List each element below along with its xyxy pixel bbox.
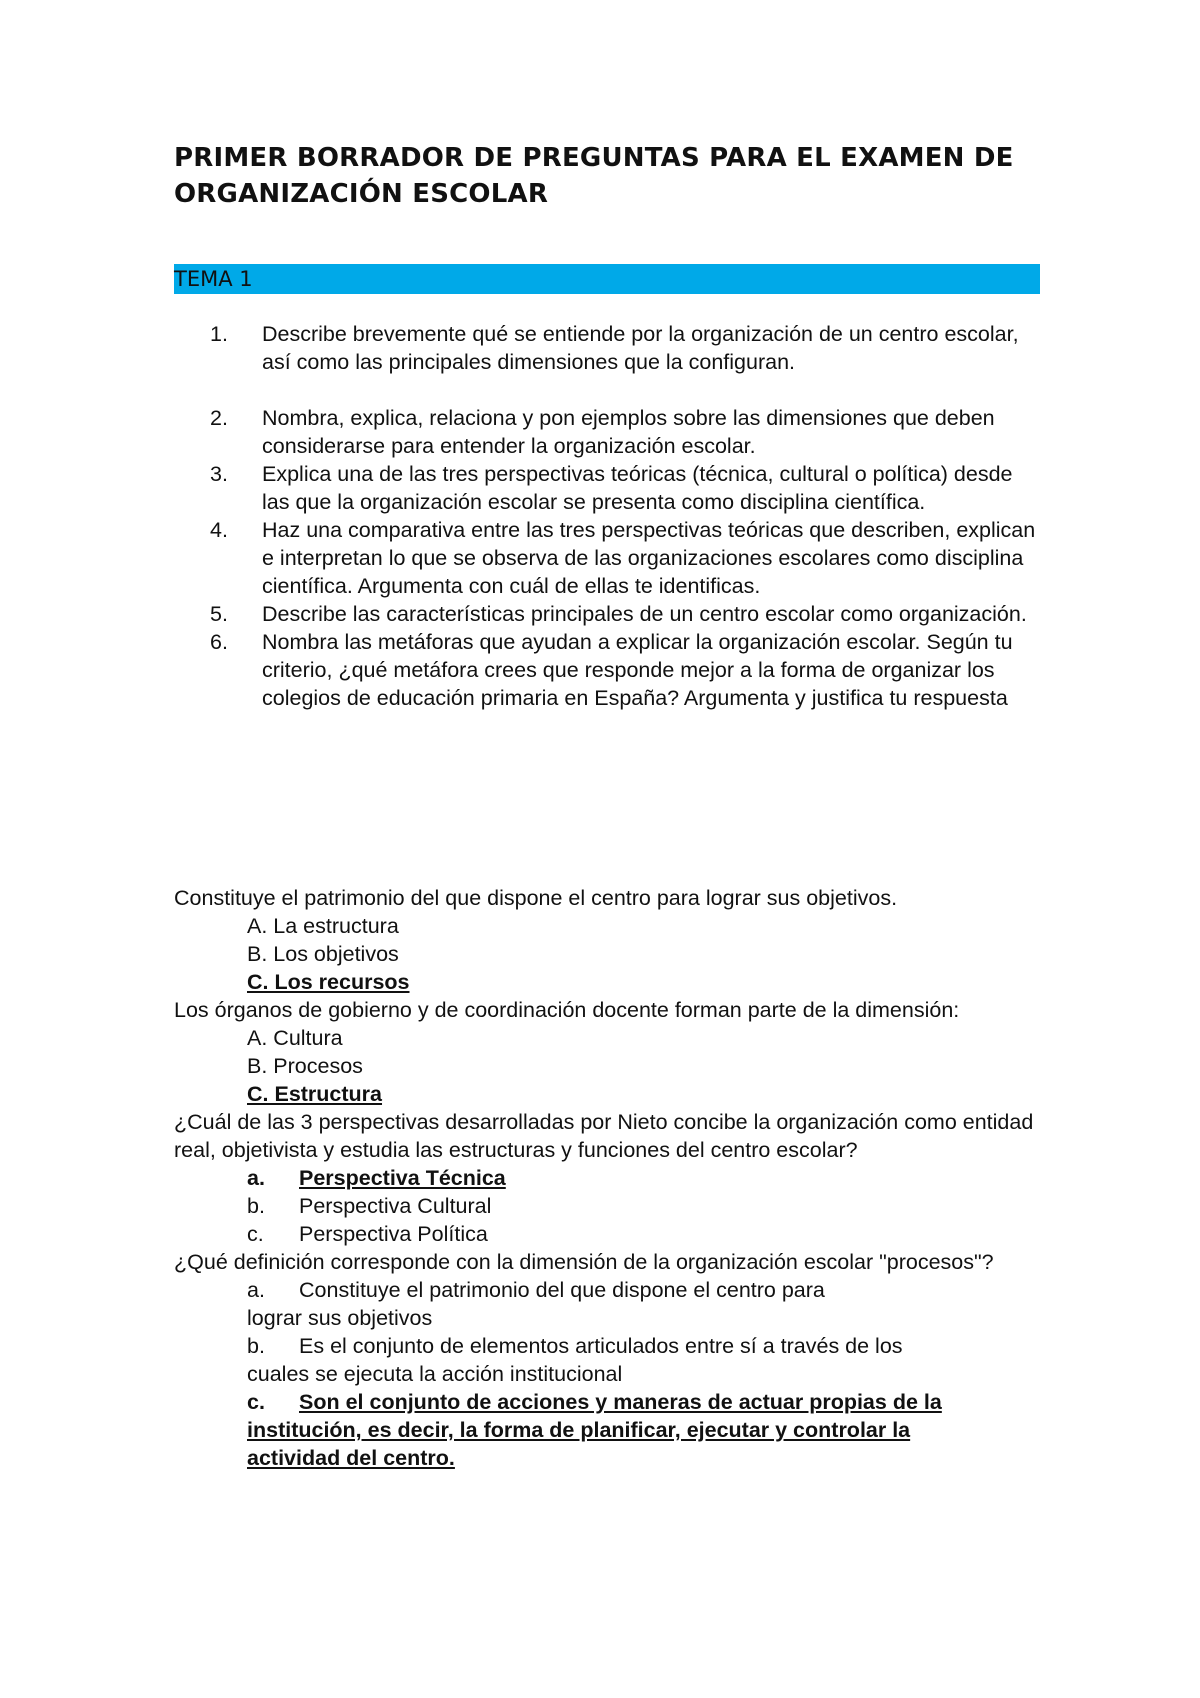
- question-item: [174, 460, 1040, 516]
- mc-question-stem: Constituye el patrimonio del que dispone el centro para lograr sus objetivos.: [174, 886, 898, 910]
- mc-option-text: Perspectiva Política: [299, 1222, 488, 1246]
- mc-option-text: Constituye el patrimonio del que dispone el centro para: [299, 1278, 825, 1302]
- mc-question-stem: ¿Qué definición corresponde con la dimensión de la organización escolar "procesos"?: [174, 1250, 994, 1274]
- mc-question-stem: ¿Cuál de las 3 perspectivas desarrolladas por Nieto concibe la organización como entidad real, objetivista y estudia las estructuras y funciones del centro escolar?: [174, 1110, 1034, 1162]
- mc-question-stem: Los órganos de gobierno y de coordinación docente forman parte de la dimensión:: [174, 998, 960, 1022]
- mc-option-letter: b.: [247, 1334, 265, 1358]
- mc-question: [174, 1108, 1040, 1248]
- question-number: 3.: [210, 462, 228, 486]
- question-item: [174, 628, 1040, 712]
- mc-question: [174, 996, 1040, 1108]
- mc-option-correct: C. Los recursos: [247, 970, 410, 994]
- question-text: Haz una comparativa entre las tres perspectivas teóricas que describen, explican e interpretan lo que se observa de las organizaciones escolares como disciplina científica. Argumenta con cuál de ellas te identificas.: [262, 518, 1036, 598]
- mc-option: [174, 1276, 1040, 1304]
- multiple-choice-section: [174, 884, 1040, 1472]
- question-number: 1.: [210, 322, 228, 346]
- mc-option-letter: a.: [247, 1278, 265, 1302]
- question-number: 5.: [210, 602, 228, 626]
- mc-option-continuation: cuales se ejecuta la acción institucional: [247, 1362, 623, 1386]
- open-questions-list: [174, 320, 1040, 712]
- question-text: Nombra las metáforas que ayudan a explicar la organización escolar. Según tu criterio, ¿qué metáfora crees que responde mejor a la forma de organizar los colegios de educación primaria en España? Argumenta y justifica tu respuesta: [262, 630, 1013, 710]
- question-item: [174, 600, 1040, 628]
- question-number: 6.: [210, 630, 228, 654]
- mc-option-letter: b.: [247, 1194, 265, 1218]
- mc-option: [174, 1220, 1040, 1248]
- document-title: PRIMER BORRADOR DE PREGUNTAS PARA EL EXAMEN DE ORGANIZACIÓN ESCOLAR: [174, 143, 1014, 209]
- mc-option-letter: a.: [247, 1166, 265, 1190]
- mc-option: [174, 1332, 1040, 1360]
- mc-option-text: Perspectiva Cultural: [299, 1194, 492, 1218]
- mc-option-text: Es el conjunto de elementos articulados entre sí a través de los: [299, 1334, 903, 1358]
- question-item: [174, 404, 1040, 460]
- mc-option-correct: C. Estructura: [247, 1082, 383, 1106]
- mc-option-letter: c.: [247, 1222, 264, 1246]
- question-item: [174, 320, 1040, 376]
- mc-question: [174, 1248, 1040, 1472]
- question-item: [174, 516, 1040, 600]
- mc-option: A. Cultura: [247, 1026, 343, 1050]
- mc-option-text: Son el conjunto de acciones y maneras de actuar propias de la: [299, 1390, 942, 1414]
- mc-option: B. Procesos: [247, 1054, 363, 1078]
- mc-option-correct: [174, 1388, 1040, 1416]
- mc-option-continuation: actividad del centro.: [247, 1446, 455, 1470]
- mc-option: A. La estructura: [247, 914, 399, 938]
- mc-option-continuation: lograr sus objetivos: [247, 1306, 433, 1330]
- question-number: 4.: [210, 518, 228, 542]
- mc-option: [174, 1192, 1040, 1220]
- mc-option-correct: [174, 1164, 1040, 1192]
- mc-option-continuation: institución, es decir, la forma de planificar, ejecutar y controlar la: [247, 1418, 911, 1442]
- question-number: 2.: [210, 406, 228, 430]
- mc-option-letter: c.: [247, 1390, 265, 1414]
- question-text: Nombra, explica, relaciona y pon ejemplos sobre las dimensiones que deben considerarse para entender la organización escolar.: [262, 406, 995, 458]
- mc-option-text: Perspectiva Técnica: [299, 1166, 506, 1190]
- question-text: Explica una de las tres perspectivas teóricas (técnica, cultural o política) desde las que la organización escolar se presenta como disciplina científica.: [262, 462, 1013, 514]
- mc-option: B. Los objetivos: [247, 942, 399, 966]
- question-text: Describe las características principales de un centro escolar como organización.: [262, 602, 1027, 626]
- mc-question: [174, 884, 1040, 996]
- question-text: Describe brevemente qué se entiende por la organización de un centro escolar, así como las principales dimensiones que la configuran.: [262, 322, 1019, 374]
- section-header-label: TEMA 1: [174, 267, 253, 291]
- section-header-bar: [174, 264, 1040, 294]
